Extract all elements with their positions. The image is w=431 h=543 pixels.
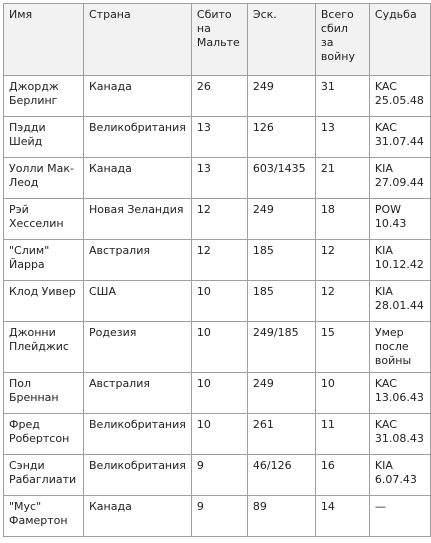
cell-country: Канада — [84, 496, 192, 537]
cell-fate: KAC 25.05.48 — [369, 76, 430, 117]
cell-country: Австралия — [84, 240, 192, 281]
cell-fate: KIA 6.07.43 — [369, 455, 430, 496]
cell-fate: KAC 13.06.43 — [369, 373, 430, 414]
cell-fate: KIA 28.01.44 — [369, 281, 430, 322]
cell-fate: POW 10.43 — [369, 199, 430, 240]
cell-squadron: 249/185 — [247, 322, 315, 373]
cell-country: Новая Зеландия — [84, 199, 192, 240]
cell-malta-kills: 12 — [191, 199, 247, 240]
cell-name: Рэй Хесселин — [4, 199, 84, 240]
table-row — [4, 373, 431, 414]
header-name: Имя — [4, 4, 84, 76]
cell-squadron: 126 — [247, 117, 315, 158]
header-country: Страна — [84, 4, 192, 76]
cell-name: "Слим" Йарра — [4, 240, 84, 281]
table-row — [4, 158, 431, 199]
cell-total-kills: 31 — [315, 76, 369, 117]
cell-malta-kills: 10 — [191, 322, 247, 373]
cell-country: Канада — [84, 158, 192, 199]
table-row — [4, 414, 431, 455]
cell-malta-kills: 10 — [191, 281, 247, 322]
table-row — [4, 240, 431, 281]
cell-country: США — [84, 281, 192, 322]
cell-malta-kills: 9 — [191, 496, 247, 537]
cell-squadron: 603/1435 — [247, 158, 315, 199]
cell-squadron: 46/126 — [247, 455, 315, 496]
header-row — [4, 4, 431, 76]
cell-total-kills: 11 — [315, 414, 369, 455]
cell-name: "Мус" Фамертон — [4, 496, 84, 537]
table-row — [4, 117, 431, 158]
cell-total-kills: 18 — [315, 199, 369, 240]
table-row — [4, 281, 431, 322]
header-total-kills: Всего сбил за войну — [315, 4, 369, 76]
table-row — [4, 199, 431, 240]
cell-total-kills: 16 — [315, 455, 369, 496]
cell-country: Родезия — [84, 322, 192, 373]
cell-name: Пэдди Шейд — [4, 117, 84, 158]
cell-country: Великобритания — [84, 455, 192, 496]
cell-country: Австралия — [84, 373, 192, 414]
cell-name: Джонни Плейджис — [4, 322, 84, 373]
cell-malta-kills: 10 — [191, 373, 247, 414]
cell-total-kills: 10 — [315, 373, 369, 414]
aces-table-container — [3, 3, 431, 537]
cell-name: Клод Уивер — [4, 281, 84, 322]
cell-squadron: 249 — [247, 199, 315, 240]
cell-total-kills: 21 — [315, 158, 369, 199]
cell-country: Великобритания — [84, 414, 192, 455]
cell-squadron: 185 — [247, 281, 315, 322]
malta-aces-table — [3, 3, 431, 537]
cell-malta-kills: 13 — [191, 117, 247, 158]
cell-malta-kills: 10 — [191, 414, 247, 455]
cell-country: Великобритания — [84, 117, 192, 158]
cell-malta-kills: 26 — [191, 76, 247, 117]
cell-squadron: 249 — [247, 76, 315, 117]
table-row — [4, 455, 431, 496]
cell-total-kills: 14 — [315, 496, 369, 537]
table-row — [4, 76, 431, 117]
cell-fate: Умер после войны — [369, 322, 430, 373]
cell-squadron: 249 — [247, 373, 315, 414]
cell-country: Канада — [84, 76, 192, 117]
cell-total-kills: 15 — [315, 322, 369, 373]
cell-name: Джордж Берлинг — [4, 76, 84, 117]
cell-total-kills: 12 — [315, 240, 369, 281]
cell-name: Сэнди Рабаглиати — [4, 455, 84, 496]
cell-total-kills: 13 — [315, 117, 369, 158]
table-row — [4, 322, 431, 373]
cell-name: Фред Робертсон — [4, 414, 84, 455]
cell-name: Уолли Мак-Леод — [4, 158, 84, 199]
cell-malta-kills: 9 — [191, 455, 247, 496]
cell-fate: — — [369, 496, 430, 537]
cell-fate: KIA 10.12.42 — [369, 240, 430, 281]
header-fate: Судьба — [369, 4, 430, 76]
cell-malta-kills: 12 — [191, 240, 247, 281]
cell-fate: KAC 31.08.43 — [369, 414, 430, 455]
cell-squadron: 185 — [247, 240, 315, 281]
header-malta-kills: Сбито на Мальте — [191, 4, 247, 76]
cell-squadron: 89 — [247, 496, 315, 537]
cell-fate: KAC 31.07.44 — [369, 117, 430, 158]
header-squadron: Эск. — [247, 4, 315, 76]
cell-malta-kills: 13 — [191, 158, 247, 199]
cell-squadron: 261 — [247, 414, 315, 455]
cell-total-kills: 12 — [315, 281, 369, 322]
cell-name: Пол Бреннан — [4, 373, 84, 414]
cell-fate: KIA 27.09.44 — [369, 158, 430, 199]
table-body — [4, 76, 431, 537]
table-row — [4, 496, 431, 537]
